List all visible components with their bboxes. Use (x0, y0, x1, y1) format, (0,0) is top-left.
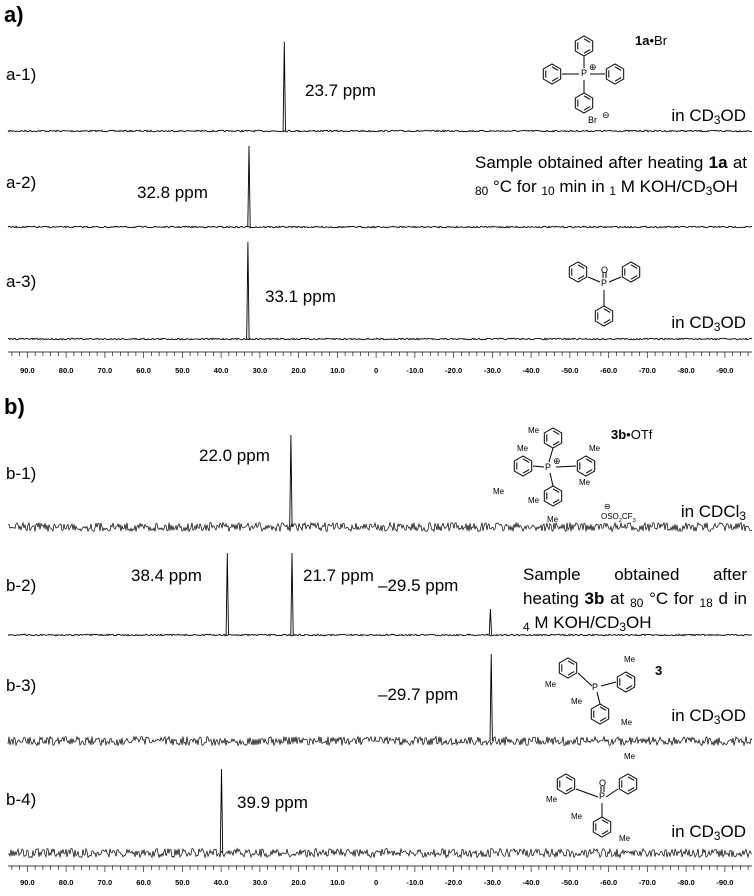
x-tick-label: 10.0 (330, 366, 345, 375)
sample-note-b2 (523, 563, 747, 635)
methyl-label: Me (493, 487, 505, 496)
aryl-ring-double-bonds (622, 777, 634, 791)
peak-label: 39.9 ppm (237, 793, 308, 812)
atom-minus: ⊖ (602, 110, 610, 120)
trace-label-b-1: b-1) (6, 464, 37, 483)
peak-label: 22.0 ppm (199, 446, 270, 465)
aryl-ring-double-bonds (620, 675, 632, 689)
x-tick-label: 90.0 (20, 878, 35, 887)
x-tick-label: -60.0 (600, 878, 618, 887)
peak-label: 38.4 ppm (131, 566, 202, 585)
x-tick-label: 60.0 (136, 366, 151, 375)
x-tick-label: 70.0 (97, 366, 113, 375)
peak-b-4-0 (220, 769, 222, 853)
x-tick-label: -50.0 (561, 366, 579, 375)
sample-note-a2 (475, 151, 747, 199)
methyl-label: Me (621, 718, 633, 727)
x-tick-label: -20.0 (445, 878, 463, 887)
x-tick-label: -90.0 (716, 366, 734, 375)
atom-p: P (545, 462, 552, 472)
bond (606, 789, 618, 797)
x-tick-label: 20.0 (291, 366, 306, 375)
methyl-label: Me (579, 478, 591, 487)
aryl-ring-double-bonds (562, 661, 574, 675)
x-tick-label: -20.0 (445, 366, 463, 375)
peak-label: 32.8 ppm (137, 183, 208, 202)
peak-a-2-0 (248, 146, 250, 227)
peak-label: –29.7 ppm (378, 685, 459, 704)
spectrum-baselines (8, 130, 752, 857)
note-prefix: Sample obtained after heating (523, 565, 747, 608)
methyl-label: Me (619, 834, 631, 843)
trace-label-a-2: a-2) (6, 173, 37, 192)
x-tick-label: 30.0 (252, 366, 268, 375)
baseline-b-3 (8, 737, 752, 746)
solvent-label: in $CD_3OD$ (671, 822, 746, 843)
note-suffix: at $_{80}$ °C for $_{10}$ min in $_1$ M KOH/$CD_3OH$ (475, 153, 747, 198)
x-tick-label: -50.0 (561, 878, 579, 887)
bond (578, 673, 592, 686)
atom-p: P (592, 682, 599, 692)
peak-b-2-2 (489, 609, 491, 635)
trace-label-a-1: a-1) (6, 65, 37, 84)
aryl-ring-double-bonds (560, 777, 572, 791)
methyl-label: Me (571, 697, 583, 706)
baseline-b-4 (8, 849, 752, 858)
x-tick-label: 60.0 (136, 878, 151, 887)
methyl-label: Me (624, 655, 636, 664)
peak-label: 23.7 ppm (305, 81, 376, 100)
x-tick-label: -40.0 (522, 366, 540, 375)
methyl-label: Me (545, 680, 557, 689)
x-tick-label: 0 (374, 878, 379, 887)
atom-plus: ⊕ (589, 62, 597, 72)
peak-a-3-0 (247, 242, 249, 339)
solvent-label: in $CD_3OD$ (671, 313, 746, 334)
methyl-label: Me (517, 444, 529, 453)
bond (588, 277, 600, 282)
peak-b-1-0 (290, 435, 292, 527)
peak-b-2-1 (291, 553, 293, 635)
bond (533, 466, 544, 467)
aryl-ring-double-bonds (547, 431, 559, 445)
peak-label: 33.1 ppm (265, 287, 336, 306)
x-tick-label: 50.0 (175, 366, 190, 375)
solvent-label: in $CD_3OD$ (671, 706, 746, 727)
phenyl-ring-double-bonds (546, 67, 558, 81)
x-tick-label: -10.0 (406, 878, 424, 887)
x-tick-label: 90.0 (20, 366, 35, 375)
methyl-label: Me (571, 812, 583, 821)
x-tick-label: 0 (374, 366, 379, 375)
aryl-ring-double-bonds (594, 707, 606, 721)
x-tick-label: -30.0 (483, 366, 501, 375)
phenyl-ring-double-bonds (625, 265, 637, 279)
baseline-a-2 (8, 226, 752, 228)
baseline-a-1 (8, 130, 752, 132)
atom-o: O (601, 265, 609, 275)
x-tick-label: 20.0 (291, 878, 306, 887)
phenyl-ring-double-bonds (598, 309, 610, 323)
x-tick-label: -80.0 (677, 878, 695, 887)
peak-b-2-0 (226, 553, 228, 635)
x-tick-label: 50.0 (175, 878, 190, 887)
methyl-label: Me (528, 496, 540, 505)
trace-label-a-3: a-3) (6, 272, 37, 291)
trace-label-b-4: b-4) (6, 790, 37, 809)
atom-o: O (599, 778, 607, 788)
aryl-ring-double-bonds (517, 459, 529, 473)
atom-p: P (581, 68, 588, 78)
peak-b-3-0 (490, 654, 492, 741)
x-tick-label: 80.0 (58, 366, 74, 375)
note-compound: 1a (708, 153, 728, 172)
phenyl-ring-double-bonds (578, 96, 590, 110)
note-prefix: Sample obtained after heating (475, 153, 704, 172)
x-tick-label: -10.0 (406, 366, 424, 375)
methyl-label: Me (546, 795, 558, 804)
atom-p: P (599, 791, 606, 801)
x-tick-label: 30.0 (252, 878, 268, 887)
aryl-ring-double-bonds (580, 459, 592, 473)
compound-name-3: 3 (655, 663, 663, 678)
bond (601, 682, 616, 686)
bond (550, 473, 553, 486)
x-tick-label: -40.0 (522, 878, 540, 887)
phenyl-ring-double-bonds (609, 67, 621, 81)
atom-minus: ⊖ (604, 502, 611, 511)
methyl-label: Me (547, 515, 559, 524)
trace-label-b-2: b-2) (6, 576, 37, 595)
aryl-ring-double-bonds (547, 489, 559, 503)
methyl-label: Me (624, 752, 636, 761)
aryl-ring-double-bonds (596, 820, 608, 834)
baseline-a-3 (8, 338, 752, 340)
x-tick-label: 70.0 (97, 878, 113, 887)
note-suffix: at $_{80}$ °C for $_{18}$ d in $_4$ M KOH/$CD_3OH$ (523, 589, 747, 634)
peak-label: –29.5 ppm (378, 576, 459, 595)
x-tick-label: -70.0 (638, 878, 656, 887)
bond (597, 692, 600, 704)
atom-br: Br (588, 115, 597, 125)
solvent-label: in $CD_3OD$ (671, 106, 746, 127)
bond (609, 277, 621, 282)
bond (576, 789, 598, 797)
compound-name-1a-br: 1a•Br (635, 33, 668, 48)
phenyl-ring-double-bonds (578, 39, 590, 53)
phenyl-ring-double-bonds (572, 265, 584, 279)
peak-a-1-0 (283, 42, 285, 131)
x-tick-label: 40.0 (213, 878, 229, 887)
x-tick-label: -80.0 (677, 366, 695, 375)
section-label-a: a) (4, 2, 24, 27)
peak-label: 21.7 ppm (303, 566, 374, 585)
methyl-label: Me (528, 426, 540, 435)
x-tick-label: -70.0 (638, 366, 656, 375)
x-tick-label: 80.0 (58, 878, 74, 887)
x-tick-label: -90.0 (716, 878, 734, 887)
triflate-label: $OSO_2CF_3$ (601, 512, 636, 524)
note-compound: 3b (584, 589, 605, 608)
solvent-label: in CDCl$_3$ (680, 502, 746, 523)
methyl-label: Me (589, 444, 601, 453)
x-tick-label: -60.0 (600, 366, 618, 375)
x-tick-label: 10.0 (330, 878, 345, 887)
baseline-b-1 (8, 523, 752, 532)
atom-plus: ⊕ (553, 456, 561, 466)
x-tick-label: -30.0 (483, 878, 501, 887)
x-tick-label: 40.0 (213, 366, 229, 375)
compound-name-3b-otf: 3b•OTf (611, 427, 653, 442)
atom-p: P (601, 278, 608, 288)
section-label-b: b) (4, 394, 25, 419)
trace-label-b-3: b-3) (6, 676, 37, 695)
